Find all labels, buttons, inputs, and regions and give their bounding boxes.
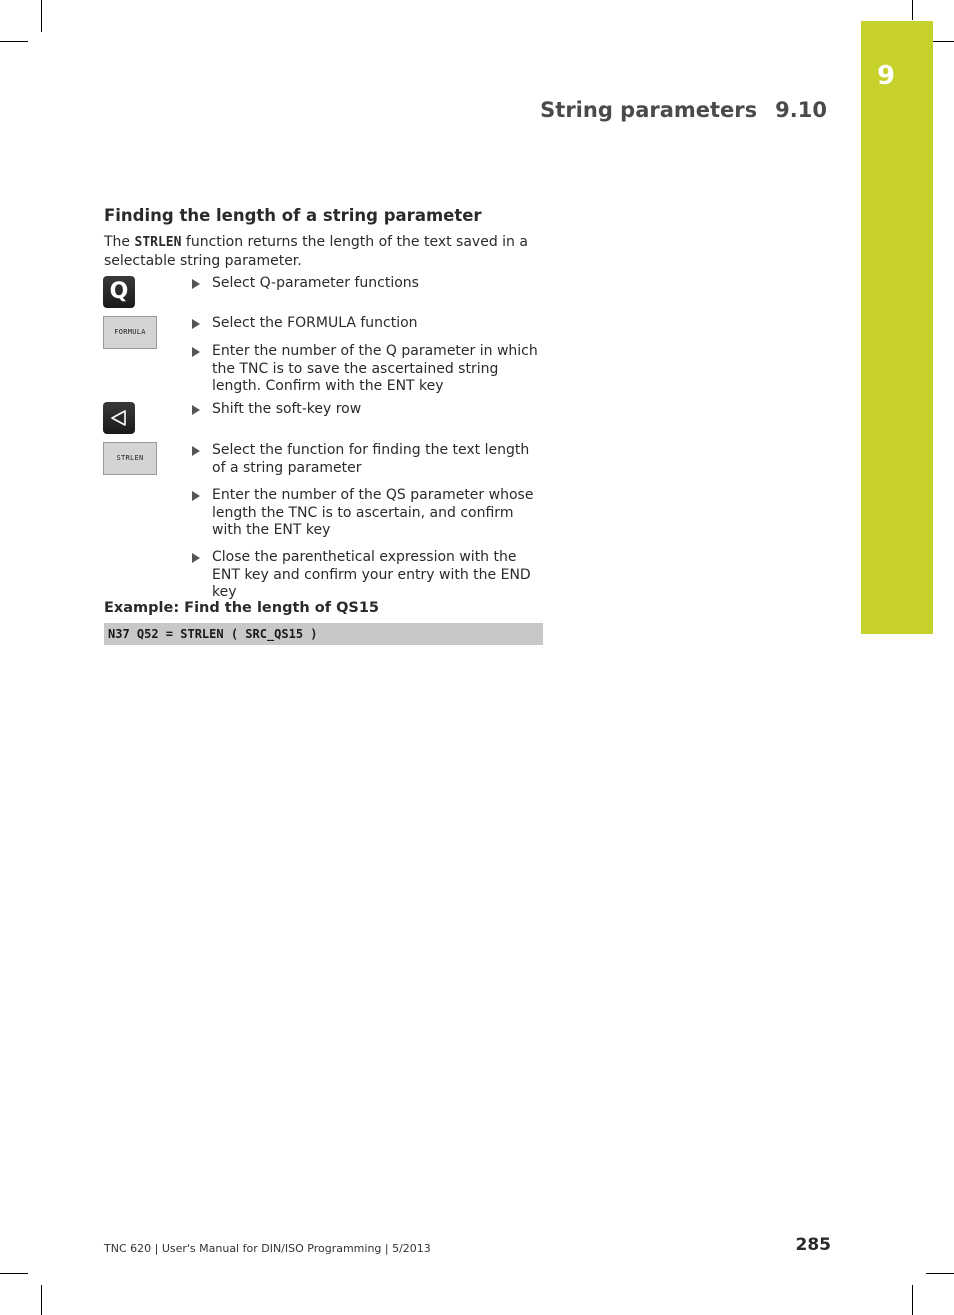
crop-mark: [926, 1273, 954, 1274]
intro-pre: The: [104, 234, 135, 250]
intro-post: function returns the length of the text saved in a selectable string parameter.: [104, 234, 528, 269]
example-title: Example: Find the length of QS15: [104, 600, 380, 616]
bullet-arrow-icon: [192, 553, 200, 563]
crop-mark: [912, 0, 913, 20]
step-item: Select Q-parameter functions: [212, 275, 542, 293]
formula-softkey-icon: FORMULA: [103, 316, 157, 349]
running-head: [540, 98, 827, 122]
intro-code: STRLEN: [134, 235, 182, 250]
crop-mark: [0, 1273, 28, 1274]
step-item: Close the parenthetical expression with the ENT key and confirm your entry with the END key: [212, 549, 542, 602]
step-item: Select the function for finding the text length of a string parameter: [212, 442, 542, 477]
shift-softkey-row-icon: [103, 402, 135, 434]
step-item: Select the FORMULA function: [212, 315, 542, 333]
step-item: Enter the number of the QS parameter whose length the TNC is to ascertain, and confirm with the ENT key: [212, 487, 542, 540]
example-code: N37 Q52 = STRLEN ( SRC_QS15 ): [104, 623, 543, 645]
chapter-tab: [861, 21, 933, 634]
section-title: Finding the length of a string parameter: [104, 206, 482, 225]
page-number: 285: [795, 1235, 831, 1255]
bullet-arrow-icon: [192, 491, 200, 501]
running-head-title: String parameters: [540, 98, 758, 122]
chapter-number: 9: [876, 61, 896, 91]
strlen-softkey-icon: STRLEN: [103, 442, 157, 475]
intro-paragraph: [104, 233, 534, 270]
footer-text: TNC 620 | User's Manual for DIN/ISO Programming | 5/2013: [104, 1242, 431, 1255]
bullet-arrow-icon: [192, 446, 200, 456]
q-key-icon: Q: [103, 276, 135, 308]
bullet-arrow-icon: [192, 279, 200, 289]
bullet-arrow-icon: [192, 405, 200, 415]
bullet-arrow-icon: [192, 347, 200, 357]
crop-mark: [0, 41, 28, 42]
crop-mark: [41, 0, 42, 32]
crop-mark: [41, 1285, 42, 1315]
bullet-arrow-icon: [192, 319, 200, 329]
running-head-section: 9.10: [775, 98, 827, 122]
crop-mark: [912, 1285, 913, 1315]
step-item: Enter the number of the Q parameter in which the TNC is to save the ascertained string length. Confirm with the ENT key: [212, 343, 542, 396]
step-item: Shift the soft-key row: [212, 401, 542, 419]
